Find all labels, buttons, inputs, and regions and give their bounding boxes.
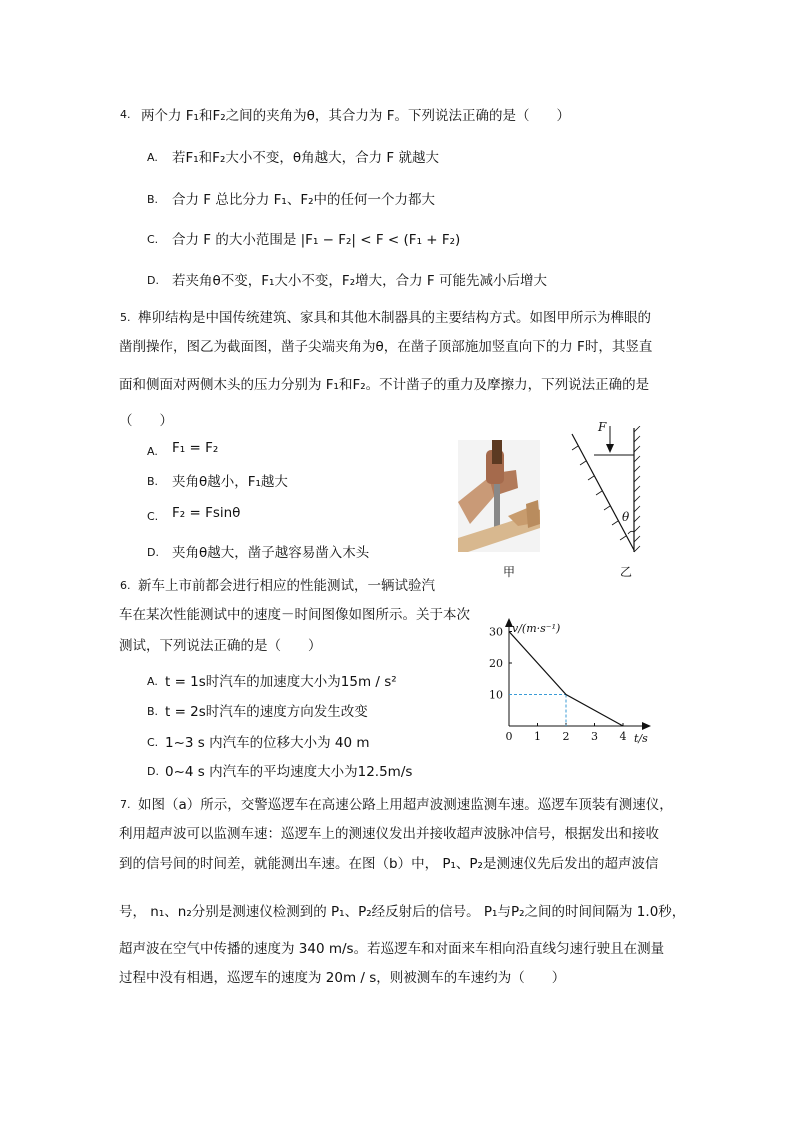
q7-stem-line-5: 超声波在空气中传播的速度为 340 m/s。若巡逻车和对面来车相向沿直线匀速行驶且在测量	[119, 941, 665, 957]
x-tick-label: 4	[619, 730, 627, 743]
q5-stem-line-4: （ ）	[119, 413, 173, 429]
y-tick-label: 20	[489, 657, 503, 670]
chisel-photo-figure	[458, 440, 540, 552]
q6-option-d: 0~4 s 内汽车的平均速度大小为12.5m/s	[165, 764, 413, 780]
q6-option-b: t = 2s时汽车的速度方向发生改变	[165, 704, 368, 720]
figure-yi-caption: 乙	[620, 565, 633, 579]
q4-option-b: 合力 F 总比分力 F₁、F₂中的任何一个力都大	[172, 192, 435, 208]
q4-option-c: 合力 F 的大小范围是 |F₁ − F₂| < F < (F₁ + F₂)	[172, 232, 461, 248]
q5-number: 5.	[120, 311, 131, 324]
q6-stem-line-3: 测试，下列说法正确的是（ ）	[119, 638, 322, 654]
q5-option-b-letter: B.	[147, 475, 159, 488]
x-tick-label: 2	[562, 730, 570, 743]
theta-label: θ	[622, 510, 630, 524]
x-tick-label: 0	[505, 730, 513, 743]
q4-stem: 两个力 F₁和F₂之间的夹角为θ，其合力为 F。下列说法正确的是（ ）	[141, 108, 570, 124]
y-tick-label: 10	[489, 688, 503, 702]
q5-option-d: 夹角θ越大，凿子越容易凿入木头	[172, 545, 370, 561]
q7-stem-line-1: 如图（a）所示，交警巡逻车在高速公路上用超声波测速监测车速。巡逻车顶装有测速仪，	[138, 797, 673, 813]
q5-option-c: F₂ = Fsinθ	[172, 505, 241, 521]
q7-stem-line-6: 过程中没有相遇，巡逻车的速度为 20m / s，则被测车的车速约为（ ）	[119, 970, 566, 986]
q5-option-a: F₁ = F₂	[172, 440, 219, 456]
q6-option-a-letter: A.	[147, 675, 158, 688]
x-axis-arrow	[642, 722, 651, 730]
q4-option-d-letter: D.	[147, 274, 159, 287]
y-axis-label: v/(m·s⁻¹)	[512, 622, 561, 635]
x-tick-label: 1	[534, 730, 541, 743]
q6-option-c: 1~3 s 内汽车的位移大小为 40 m	[165, 735, 370, 751]
q6-stem-line-1: 新车上市前都会进行相应的性能测试，一辆试验汽	[138, 578, 435, 594]
q7-stem-line-3: 到的信号间的时间差，就能测出车速。在图（b）中， P₁、P₂是测速仪先后发出的超声波信	[119, 856, 659, 872]
q4-option-d: 若夹角θ不变，F₁大小不变，F₂增大，合力 F 可能先减小后增大	[172, 273, 547, 289]
q6-number: 6.	[120, 579, 131, 592]
q5-option-c-letter: C.	[147, 510, 159, 523]
q5-stem-line-2: 凿削操作，图乙为截面图，凿子尖端夹角为θ，在凿子顶部施加竖直向下的力 F时，其竖直	[119, 339, 653, 355]
q6-option-c-letter: C.	[147, 736, 159, 749]
q7-number: 7.	[120, 798, 131, 811]
q4-option-b-letter: B.	[147, 193, 159, 206]
figure-jia-caption: 甲	[503, 565, 516, 579]
q4-number: 4.	[120, 108, 131, 121]
q4-option-a: 若F₁和F₂大小不变，θ角越大，合力 F 就越大	[172, 150, 439, 166]
q7-stem-line-4: 号， n₁、n₂分别是测速仪检测到的 P₁、P₂经反射后的信号。 P₁与P₂之间的时间间隔为 1.0秒，	[119, 904, 686, 920]
q6-option-d-letter: D.	[147, 765, 159, 778]
q4-option-c-letter: C.	[147, 233, 159, 246]
q6-option-a: t = 1s时汽车的加速度大小为15m / s²	[165, 674, 397, 690]
q5-option-d-letter: D.	[147, 546, 159, 559]
q6-option-b-letter: B.	[147, 705, 159, 718]
velocity-time-chart	[484, 615, 659, 750]
q5-stem-line-1: 榫卯结构是中国传统建筑、家具和其他木制器具的主要结构方式。如图甲所示为榫眼的	[138, 310, 651, 326]
x-tick-label: 3	[591, 730, 598, 743]
q5-stem-line-3: 面和侧面对两侧木头的压力分别为 F₁和F₂。不计凿子的重力及摩擦力，下列说法正确的是	[119, 377, 650, 393]
q7-stem-line-2: 利用超声波可以监测车速：巡逻车上的测速仪发出并接收超声波脉冲信号，根据发出和接收	[119, 826, 659, 842]
chisel-section-diagram	[568, 426, 644, 556]
q4-option-a-letter: A.	[147, 151, 158, 164]
q5-option-b: 夹角θ越小，F₁越大	[172, 474, 288, 490]
q5-option-a-letter: A.	[147, 445, 158, 458]
force-f-label: F	[598, 420, 607, 434]
q6-stem-line-2: 车在某次性能测试中的速度－时间图像如图所示。关于本次	[119, 607, 470, 623]
x-axis-label: t/s	[634, 732, 648, 745]
y-tick-label: 30	[489, 625, 503, 639]
